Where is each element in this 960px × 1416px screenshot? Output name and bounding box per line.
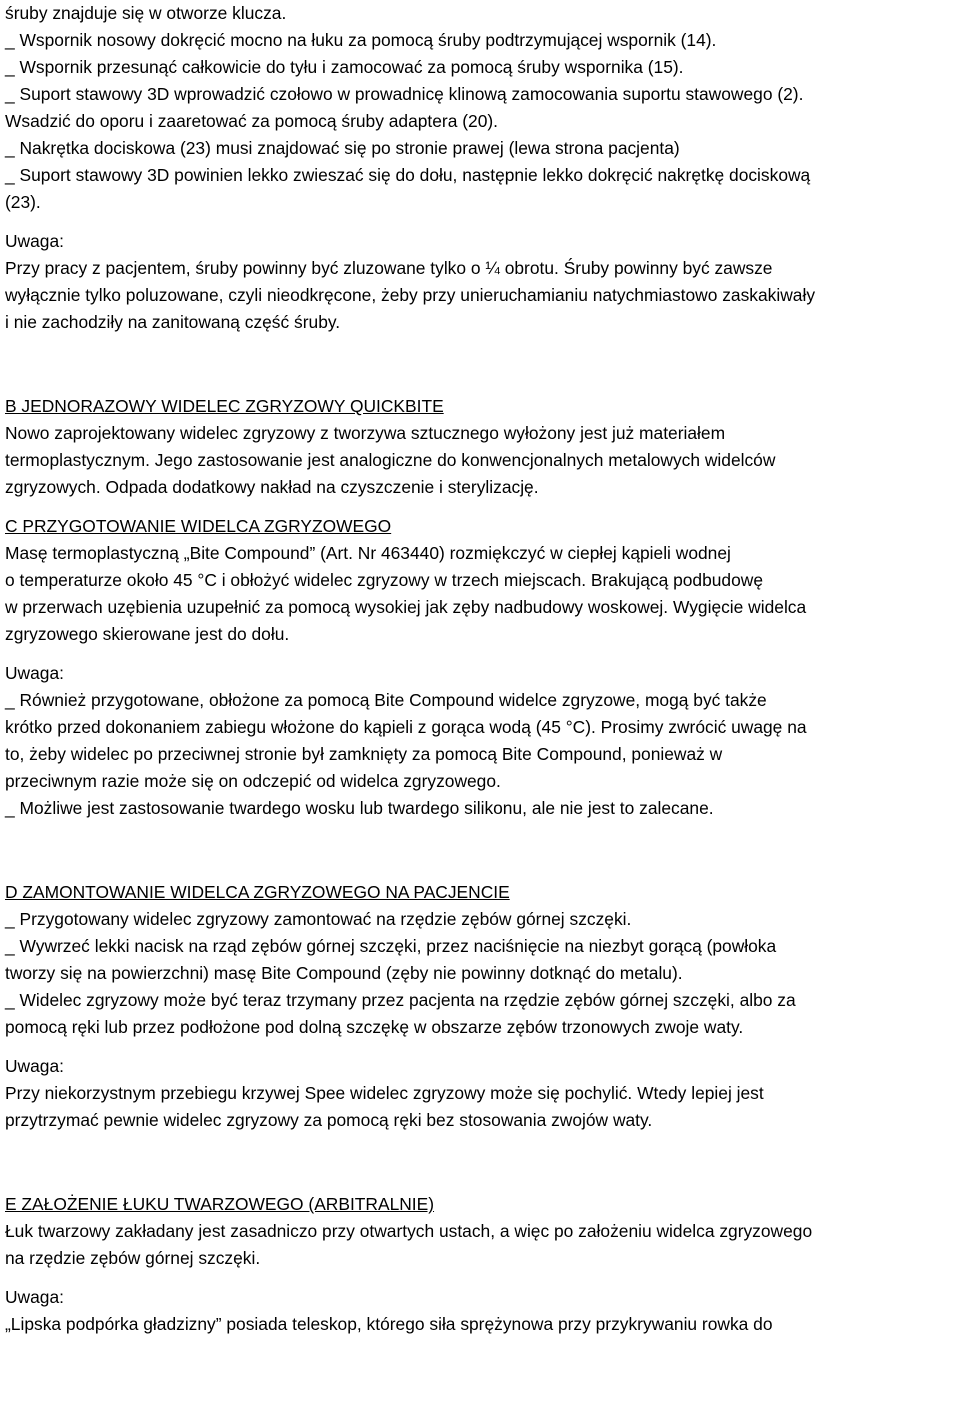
section-heading: C PRZYGOTOWANIE WIDELCA ZGRYZOWEGO bbox=[5, 516, 392, 536]
text-line: termoplastycznym. Jego zastosowanie jest analogiczne do konwencjonalnych metalowych widelców bbox=[5, 450, 776, 470]
note-line: i nie zachodziły na zanitowaną część śruby. bbox=[5, 312, 341, 332]
note-line: przeciwnym razie może się on odczepić od widelca zgryzowego. bbox=[5, 771, 501, 791]
note-line: krótko przed dokonaniem zabiegu włożone do kąpieli z gorąca wodą (45 °C). Prosimy zwrócić uwagę na bbox=[5, 717, 807, 737]
text-line: o temperaturze około 45 °C i obłożyć widelec zgryzowy w trzech miejscach. Brakującą podbudowę bbox=[5, 570, 764, 590]
text-line: śruby znajduje się w otworze klucza. bbox=[5, 3, 287, 23]
section-d bbox=[5, 879, 957, 1134]
text-line: _ Wspornik przesunąć całkowicie do tyłu i zamocować za pomocą śruby wspornika (15). bbox=[5, 57, 684, 77]
note-label: Uwaga: bbox=[5, 1287, 64, 1307]
note-line: _ Również przygotowane, obłożone za pomocą Bite Compound widelce zgryzowe, mogą być także bbox=[5, 690, 767, 710]
note-line: wyłącznie tylko poluzowane, czyli nieodkręcone, żeby przy unieruchamianiu natychmiastowo zaskakiwały bbox=[5, 285, 816, 305]
text-line: _ Przygotowany widelec zgryzowy zamontować na rzędzie zębów górnej szczęki. bbox=[5, 909, 632, 929]
note-line: Przy pracy z pacjentem, śruby powinny być zluzowane tylko o ¼ obrotu. Śruby powinny być zawsze bbox=[5, 258, 773, 278]
note-line: _ Możliwe jest zastosowanie twardego wosku lub twardego silikonu, ale nie jest to zalecane. bbox=[5, 798, 714, 818]
text-line: Nowo zaprojektowany widelec zgryzowy z tworzywa sztucznego wyłożony jest już materiałem bbox=[5, 423, 726, 443]
note-line: Przy niekorzystnym przebiegu krzywej Spee widelec zgryzowy może się pochylić. Wtedy lepiej jest bbox=[5, 1083, 764, 1103]
text-line: _ Wywrzeć lekki nacisk na rząd zębów górnej szczęki, przez naciśnięcie na niezbyt gorącą (powłoka bbox=[5, 936, 777, 956]
section-b bbox=[5, 393, 957, 501]
section-e bbox=[5, 1191, 957, 1338]
text-line: zgryzowych. Odpada dodatkowy nakład na czyszczenie i sterylizację. bbox=[5, 477, 539, 497]
text-line: (23). bbox=[5, 192, 41, 212]
text-line: _ Suport stawowy 3D powinien lekko zwieszać się do dołu, następnie lekko dokręcić nakrętkę dociskową bbox=[5, 165, 811, 185]
text-line: _ Wspornik nosowy dokręcić mocno na łuku za pomocą śruby podtrzymującej wspornik (14). bbox=[5, 30, 717, 50]
note-line: „Lipska podpórka gładzizny” posiada teleskop, którego siła sprężynowa przy przykrywaniu rowka do bbox=[5, 1314, 773, 1334]
note-line: to, żeby widelec po przeciwnej stronie był zamknięty za pomocą Bite Compound, ponieważ w bbox=[5, 744, 723, 764]
text-line: pomocą ręki lub przez podłożone pod dolną szczękę w obszarze zębów trzonowych zwoje waty. bbox=[5, 1017, 744, 1037]
note-label: Uwaga: bbox=[5, 231, 64, 251]
text-line: na rzędzie zębów górnej szczęki. bbox=[5, 1248, 261, 1268]
text-line: Łuk twarzowy zakładany jest zasadniczo przy otwartych ustach, a więc po założeniu widelca zgryzowego bbox=[5, 1221, 813, 1241]
text-line: _ Suport stawowy 3D wprowadzić czołowo w prowadnicę klinową zamocowania suportu stawowego (2). bbox=[5, 84, 804, 104]
section-heading: B JEDNORAZOWY WIDELEC ZGRYZOWY QUICKBITE bbox=[5, 396, 444, 416]
text-line: zgryzowego skierowane jest do dołu. bbox=[5, 624, 290, 644]
intro-block bbox=[5, 0, 957, 336]
section-c bbox=[5, 513, 957, 822]
text-line: w przerwach uzębienia uzupełnić za pomocą wysokiej jak zęby nadbudowy woskowej. Wygięcie widelca bbox=[5, 597, 807, 617]
section-heading: E ZAŁOŻENIE ŁUKU TWARZOWEGO (ARBITRALNIE) bbox=[5, 1194, 435, 1214]
text-line: Masę termoplastyczną „Bite Compound” (Art. Nr 463440) rozmiękczyć w ciepłej kąpieli wodnej bbox=[5, 543, 731, 563]
document-page bbox=[5, 0, 957, 1338]
note-line: przytrzymać pewnie widelec zgryzowy za pomocą ręki bez stosowania zwojów waty. bbox=[5, 1110, 653, 1130]
section-heading: D ZAMONTOWANIE WIDELCA ZGRYZOWEGO NA PACJENCIE bbox=[5, 882, 510, 902]
note-label: Uwaga: bbox=[5, 1056, 64, 1076]
note-label: Uwaga: bbox=[5, 663, 64, 683]
text-line: Wsadzić do oporu i zaaretować za pomocą śruby adaptera (20). bbox=[5, 111, 498, 131]
text-line: _ Widelec zgryzowy może być teraz trzymany przez pacjenta na rzędzie zębów górnej szczęki, albo za bbox=[5, 990, 796, 1010]
text-line: tworzy się na powierzchni) masę Bite Compound (zęby nie powinny dotknąć do metalu). bbox=[5, 963, 683, 983]
text-line: _ Nakrętka dociskowa (23) musi znajdować się po stronie prawej (lewa strona pacjenta) bbox=[5, 138, 680, 158]
